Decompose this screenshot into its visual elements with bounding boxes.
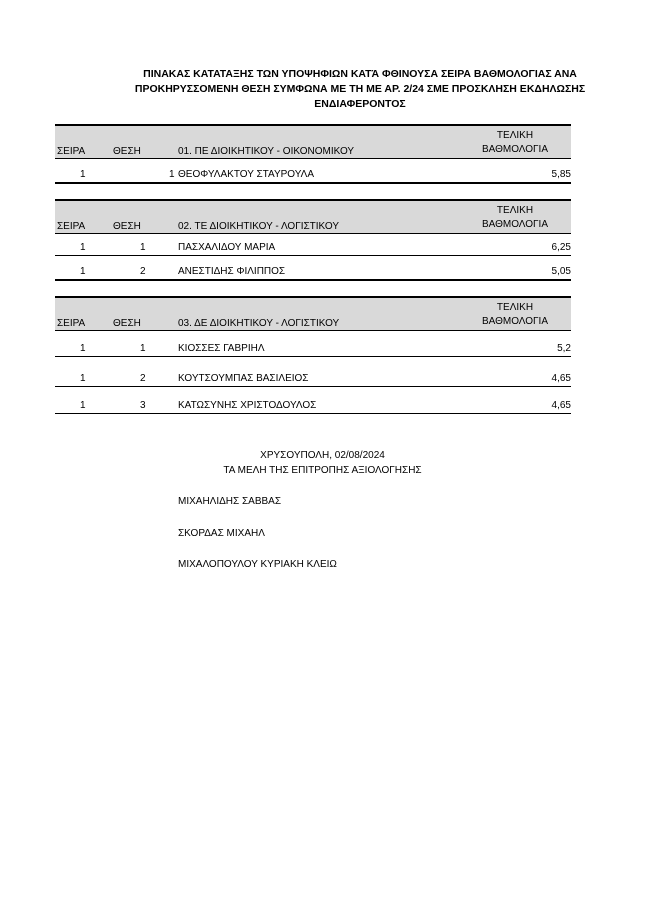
cell-thesi: 1 [140, 343, 146, 354]
col-score [475, 301, 555, 329]
col-seira: ΣΕΙΡΑ [57, 318, 86, 329]
col-score-line1: ΤΕΛΙΚΗ [496, 302, 534, 313]
cell-thesi: 1 [169, 169, 175, 180]
cell-thesi: 3 [140, 400, 146, 411]
cell-name: ΚΑΤΩΣΥΝΗΣ ΧΡΙΣΤΟΔΟΥΛΟΣ [178, 400, 317, 411]
col-thesi: ΘΕΣΗ [113, 146, 141, 157]
table-row [55, 265, 571, 281]
section-header [55, 124, 571, 159]
committee-member: ΣΚΟΡΔΑΣ ΜΙΧΑΗΛ [178, 528, 265, 539]
cell-name: ΚΙΟΣΣΕΣ ΓΑΒΡΙΗΛ [178, 343, 265, 354]
col-score-line2: ΒΑΘΜΟΛΟΓΙΑ [481, 316, 549, 327]
col-score-line2: ΒΑΘΜΟΛΟΓΙΑ [481, 219, 549, 230]
cell-name: ΘΕΟΦΥΛΑΚΤΟΥ ΣΤΑΥΡΟΥΛΑ [178, 169, 315, 180]
title-line-3: ΕΝΔΙΑΦΕΡΟΝΤΟΣ [314, 98, 406, 110]
col-thesi: ΘΕΣΗ [113, 318, 141, 329]
cell-seira: 1 [80, 343, 86, 354]
cell-score: 5,85 [551, 169, 571, 180]
committee-title: ΤΑ ΜΕΛΗ ΤΗΣ ΕΠΙΤΡΟΠΗΣ ΑΞΙΟΛΟΓΗΣΗΣ [223, 465, 422, 476]
title-line-2: ΠΡΟΚΗΡΥΣΣΟΜΕΝΗ ΘΕΣΗ ΣΥΜΦΩΝΑ ΜΕ ΤΗ ΜΕ ΑΡ. 2/24 ΣΜΕ ΠΡΟΣΚΛΗΣΗ ΕΚΔΗΛΩΣΗΣ [134, 83, 586, 95]
cell-seira: 1 [80, 242, 86, 253]
cell-seira: 1 [80, 266, 86, 277]
cell-score: 6,25 [551, 242, 571, 253]
section-heading: 02. ΤΕ ΔΙΟΙΚΗΤΙΚΟΥ - ΛΟΓΙΣΤΙΚΟΥ [178, 221, 340, 232]
cell-seira: 1 [80, 373, 86, 384]
col-seira: ΣΕΙΡΑ [57, 221, 86, 232]
table-row [55, 241, 571, 256]
footer [170, 448, 475, 478]
cell-thesi: 2 [140, 373, 146, 384]
cell-seira: 1 [80, 169, 86, 180]
place-date: ΧΡΥΣΟΥΠΟΛΗ, 02/08/2024 [260, 450, 385, 461]
cell-score: 4,65 [551, 400, 571, 411]
cell-name: ΠΑΣΧΑΛΙΔΟΥ ΜΑΡΙΑ [178, 242, 276, 253]
cell-score: 5,2 [557, 343, 571, 354]
section-de-dioikitikou [55, 296, 571, 411]
document-title [80, 67, 640, 112]
section-te-dioikitikou [55, 199, 571, 277]
table-row [55, 372, 571, 387]
section-heading: 03. ΔΕ ΔΙΟΙΚΗΤΙΚΟΥ - ΛΟΓΙΣΤΙΚΟΥ [178, 318, 340, 329]
table-row [55, 168, 571, 184]
cell-name: ΑΝΕΣΤΙΔΗΣ ΦΙΛΙΠΠΟΣ [178, 266, 286, 277]
col-score [475, 129, 555, 157]
committee-member: ΜΙΧΑΗΛΙΔΗΣ ΣΑΒΒΑΣ [178, 496, 282, 507]
section-header [55, 296, 571, 331]
section-heading: 01. ΠΕ ΔΙΟΙΚΗΤΙΚΟΥ - ΟΙΚΟΝΟΜΙΚΟΥ [178, 146, 355, 157]
section-header [55, 199, 571, 234]
cell-thesi: 2 [140, 266, 146, 277]
table-row [55, 342, 571, 357]
committee-member: ΜΙΧΑΛΟΠΟΥΛΟΥ ΚΥΡΙΑΚΗ ΚΛΕΙΩ [178, 559, 337, 570]
section-pe-dioikitikou [55, 124, 571, 180]
col-seira: ΣΕΙΡΑ [57, 146, 86, 157]
col-score-line1: ΤΕΛΙΚΗ [496, 130, 534, 141]
cell-score: 5,05 [551, 266, 571, 277]
cell-thesi: 1 [140, 242, 146, 253]
table-row [55, 399, 571, 414]
col-score-line1: ΤΕΛΙΚΗ [496, 205, 534, 216]
cell-seira: 1 [80, 400, 86, 411]
title-line-1: ΠΙΝΑΚΑΣ ΚΑΤΑΤΑΞΗΣ ΤΩΝ ΥΠΟΨΗΦΙΩΝ ΚΑΤΆ ΦΘΙΝΟΥΣΑ ΣΕΙΡΑ ΒΑΘΜΟΛΟΓΙΑΣ ΑΝΑ [143, 68, 577, 80]
col-thesi: ΘΕΣΗ [113, 221, 141, 232]
col-score-line2: ΒΑΘΜΟΛΟΓΙΑ [481, 144, 549, 155]
col-score [475, 204, 555, 232]
cell-score: 4,65 [551, 373, 571, 384]
cell-name: ΚΟΥΤΣΟΥΜΠΑΣ ΒΑΣΙΛΕΙΟΣ [178, 373, 309, 384]
